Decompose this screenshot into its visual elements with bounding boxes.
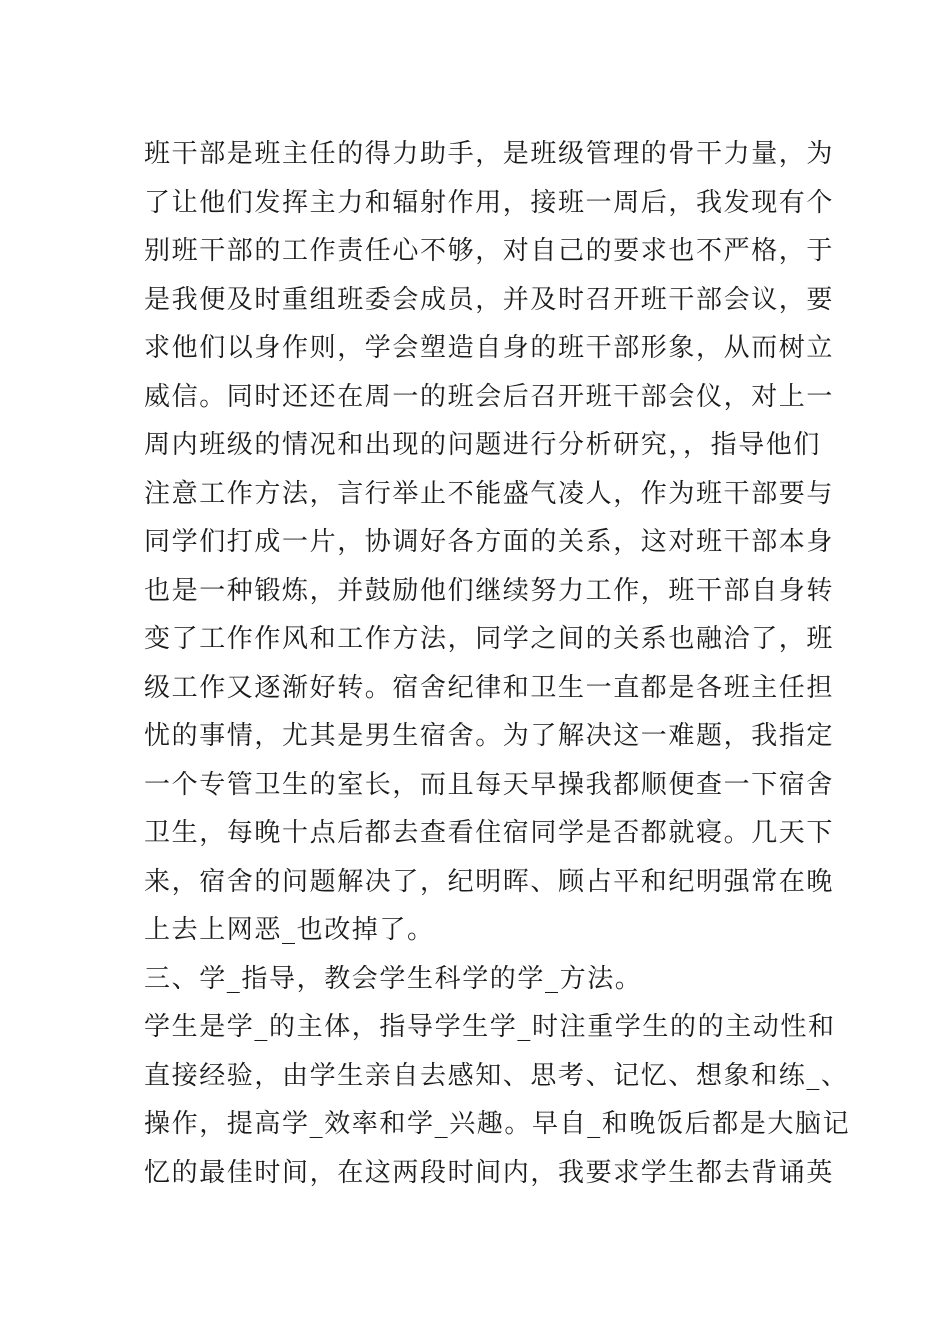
text-line: 威信。同时还还在周一的班会后召开班干部会仪，对上一	[144, 381, 835, 412]
text-line: 上去上网恶_也改掉了。	[144, 915, 435, 945]
text-line: 一个专管卫生的室长，而且每天早操我都顺便查一下宿舍	[144, 769, 835, 800]
text-line: 班干部是班主任的得力助手，是班级管理的骨干力量，为	[144, 139, 835, 169]
text-line: 求他们以身作则，学会塑造自身的班干部形象，从而树立	[144, 333, 835, 363]
section-heading: 三、学_指导，教会学生科学的学_方法。	[144, 963, 643, 994]
body-text	[144, 130, 851, 1197]
text-line: 同学们打成一片，协调好各方面的关系，这对班干部本身	[144, 527, 835, 557]
text-line: 级工作又逐渐好转。宿舍纪律和卫生一直都是各班主任担	[144, 672, 835, 703]
text-line: 变了工作作风和工作方法，同学之间的关系也融洽了，班	[144, 624, 835, 654]
text-line: 别班干部的工作责任心不够，对自己的要求也不严格，于	[144, 236, 835, 266]
text-line: 操作，提高学_效率和学_兴趣。早自_和晚饭后都是大脑记	[144, 1109, 851, 1139]
text-line: 了让他们发挥主力和辐射作用，接班一周后，我发现有个	[144, 187, 835, 218]
text-line: 直接经验，由学生亲自去感知、思考、记忆、想象和练_、	[144, 1060, 849, 1091]
text-line: 来，宿舍的问题解决了，纪明晖、顾占平和纪明强常在晚	[144, 866, 835, 897]
text-line: 是我便及时重组班委会成员，并及时召开班干部会议，要	[144, 284, 835, 315]
text-line: 学生是学_的主体，指导学生学_时注重学生的的主动性和	[144, 1012, 836, 1042]
text-line: 忧的事情，尤其是男生宿舍。为了解决这一难题，我指定	[144, 721, 835, 751]
text-line: 注意工作方法，言行举止不能盛气凌人，作为班干部要与	[144, 478, 835, 509]
text-line: 卫生，每晚十点后都去查看住宿同学是否都就寝。几天下	[144, 818, 835, 848]
text-line: 也是一种锻炼，并鼓励他们继续努力工作，班干部自身转	[144, 575, 835, 606]
text-line: 周内班级的情况和出现的问题进行分析研究，，指导他们	[144, 430, 822, 460]
text-line: 忆的最佳时间，在这两段时间内，我要求学生都去背诵英	[144, 1157, 835, 1188]
